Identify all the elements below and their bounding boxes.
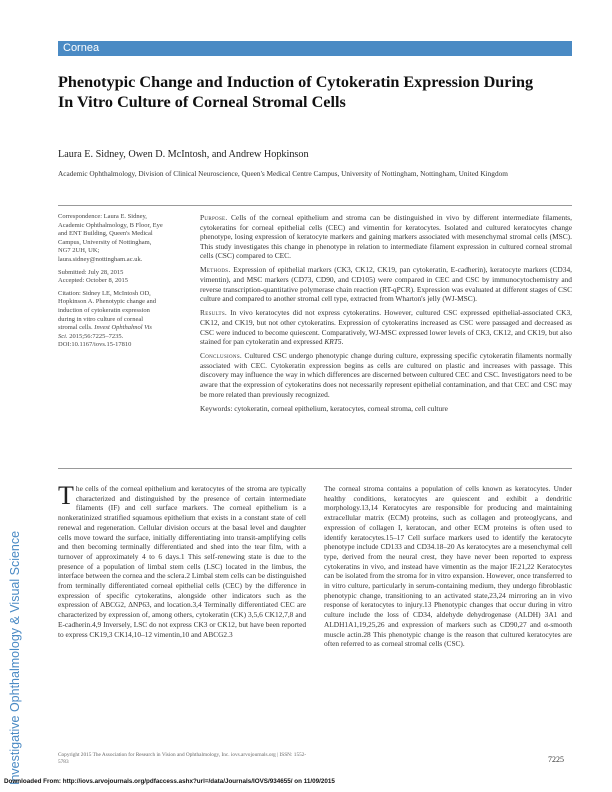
citation-journal: Invest Ophthalmol Vis Sci. <box>58 324 152 340</box>
conclusions-text: Cultured CSC undergo phenotypic change during culture, expressing specific cytokeratin filaments normally associated with CEC. Cytokeratin expression begins as cells are cultured on plastic and increases with passage. This discovery may influence the way in which differences are discerned between cultured CEC and CSC. Investigators need to be aware that the expression of cytokeratins does not necessarily represent epithelial contamination, and that CEC and CSC may be more related than previously recognized. <box>200 351 572 399</box>
download-notice: Downloaded From: http://iovs.arvojournals.org/pdfaccess.ashx?url=/data/Journals/IOVS/934655/ on 11/09/2015 <box>4 778 335 785</box>
stroma-paragraph: The corneal stroma contains a population of cells known as keratocytes. Under healthy conditions, keratocytes are quiescent and exhibit a dendritic morphology.13,14 Keratocytes are responsible for producing and maintaining extracellular matrix (ECM) proteins, such as collagen and proteoglycans, and expression of collagen I, keratocan, and other ECM proteins is often used to identify keratocytes.15–17 Cell surface markers used to identify the keratocyte phenotype include CD133 and CD34.18–20 As keratocytes are a mesenchymal cell type, derived from the neural crest, they have never been reported to express cytokeratins in vivo, and instead have vimentin as the major IF.21,22 Keratocytes can be isolated from the stroma for in vitro expansion. However, once transferred to in vitro culture, particularly in serum-containing medium, they undergo fibroblastic phenotypic change, transitioning to an activated state,23,24 mirroring an in vivo response of keratocytes to injury.13 Phenotypic changes that occur during in vitro culture include the loss of CD34, aldehyde dehydrogenase (ALDH) 3A1 and ALDH1A1,19,25,26 and expression of markers such as CD90,27 and α-smooth muscle actin.28 This phenotypic change is the reason that cultured keratocytes are often referred to as corneal stromal cells (CSC). <box>324 484 572 649</box>
journal-name: Investigative Ophthalmology & Visual Science <box>8 530 22 785</box>
article-info-sidebar <box>58 213 163 354</box>
body-column-left <box>58 481 306 639</box>
drop-cap: T <box>58 481 74 510</box>
intro-paragraph <box>58 481 306 639</box>
accepted-date: Accepted: October 8, 2015 <box>58 277 129 285</box>
section-tag: Cornea <box>58 41 572 56</box>
purpose-text: Cells of the corneal epithelium and stroma can be distinguished in vivo by different intermediate filaments, cytokeratins for corneal epithelial cells (CEC) and vimentin for keratocytes. Isolated and cultured keratocytes change phenotype, losing expression of keratocyte markers and gaining markers associated with mesenchymal stromal cells (MSC). This study investigates this change in phenotype in relation to intermediate filament expression in cultured corneal stromal cells (CSC) compared to CEC. <box>200 213 572 261</box>
keywords: Keywords: cytokeratin, corneal epithelium, keratocytes, corneal stroma, cell culture <box>200 403 448 413</box>
citation-text: Citation: Sidney LE, McIntosh OD, Hopkinson A. Phenotypic change and induction of cytokeratin expression during in vitro culture of corneal stromal cells. <box>58 289 157 332</box>
results-text: In vivo keratocytes did not express cytokeratins. However, cultured CSC expressed epithelial-associated CK3, CK12, and CK19, but not other cytokeratins. Expression of cytokeratins increased as CSC were passaged and decreased as CSC were induced to become quiescent. Comparatively, WJ-MSC expressed lower levels of CK3, CK12, and CK19, but also stained for pan cytokeratin and expressed <box>200 308 572 347</box>
body-column-right <box>324 484 572 649</box>
abstract <box>200 213 572 418</box>
abstract-methods <box>200 265 572 303</box>
citation <box>58 290 163 350</box>
methods-heading: Methods. <box>200 265 231 275</box>
submitted-date: Submitted: July 28, 2015 <box>58 268 124 276</box>
results-gene: KRT5 <box>324 337 342 347</box>
purpose-heading: Purpose. <box>200 213 228 222</box>
abstract-results: Results. In vivo keratocytes did not express cytokeratins. However, cultured CSC expressed epithelial-associated CK3, CK12, and CK19, but not other cytokeratins. Expression of cytokeratins increased as CSC were passaged and decreased as CSC were induced to become quiescent. Comparatively, WJ-MSC expressed lower levels of CK3, CK12, and CK19, but also stained for pan cytokeratin and expressed KRT5. <box>200 308 572 347</box>
copyright-notice: Copyright 2015 The Association for Research in Vision and Ophthalmology, Inc. iovs.arvojournals.org | ISSN: 1552-5783 <box>58 752 307 765</box>
conclusions-heading: Conclusions. <box>200 351 243 361</box>
affiliation: Academic Ophthalmology, Division of Clinical Neuroscience, Queen's Medical Centre Campus, University of Nottingham, Nottingham, United Kingdom <box>58 169 508 178</box>
author-list: Laura E. Sidney, Owen D. McIntosh, and Andrew Hopkinson <box>58 149 309 160</box>
methods-text: Expression of epithelial markers (CK3, CK12, CK19, pan cytokeratin, E-cadherin), keratocyte markers (CD34, vimentin), and MSC markers (CD73, CD90, and CD105) were compared in CEC and CSC by immunocytochemistry and reverse transcription-quantitative polymerase chain reaction (RT-qPCR). Expression was evaluated at different stages of CSC culture and compared to another stromal cell type, extracted from Wharton's jelly (WJ-MSC). <box>200 265 572 304</box>
citation-doi: 2015;56:7225–7235. DOI:10.1167/iovs.15-17810 <box>58 332 132 349</box>
correspondence: Correspondence: Laura E. Sidney, Academic Ophthalmology, B Floor, Eye and ENT Building, Queen's Medical Campus, University of Nottingham, NG7 2UH, UK; laura.sidney@nottingham.ac.uk. <box>58 213 163 263</box>
abstract-purpose <box>200 213 572 261</box>
intro-text: he cells of the corneal epithelium and keratocytes of the stroma are typically characterized and distinguished by the presence of certain intermediate filaments (IF) and cell surface markers. The corneal epithelium is a nonkeratinized stratified squamous epithelium that exists in a constant state of cell renewal and regeneration. Cellular division occurs at the basal level and daughter cells move toward the surface, initially differentiating into transit-amplifying cells and then becoming terminally differentiated and shed into the tear film, with a turnover of approximately 4 to 6 days.1 This self-renewing state is due to the presence of a population of limbal stem cells (LSC) located in the limbus, the interface between the cornea and the sclera.2 Limbal stem cells can be distinguished from terminally differentiated corneal epithelial cells (CEC) by the difference in expression of specific cytokeratins, alongside other indicators such as the expression of ABCG2, ΔNP63, and location.3,4 Terminally differentiated CEC are characterized by expression of, among others, cytokeratin (CK) 3,5,6 CK12,7,8 and E-cadherin.4,9 Inversely, LSC do not express CK3 or CK12, but have been reported to express CK19,3 CK14,10–12 vimentin,10 and ABCG2.3 <box>58 484 306 639</box>
results-heading: Results. <box>200 308 228 318</box>
divider-bottom <box>58 468 572 469</box>
page-number: 7225 <box>548 755 564 764</box>
abstract-conclusions <box>200 351 572 399</box>
journal-vertical-title <box>4 455 28 785</box>
article-title: Phenotypic Change and Induction of Cytokeratin Expression During In Vitro Culture of Corneal Stromal Cells <box>58 73 534 111</box>
divider-top <box>58 205 572 206</box>
